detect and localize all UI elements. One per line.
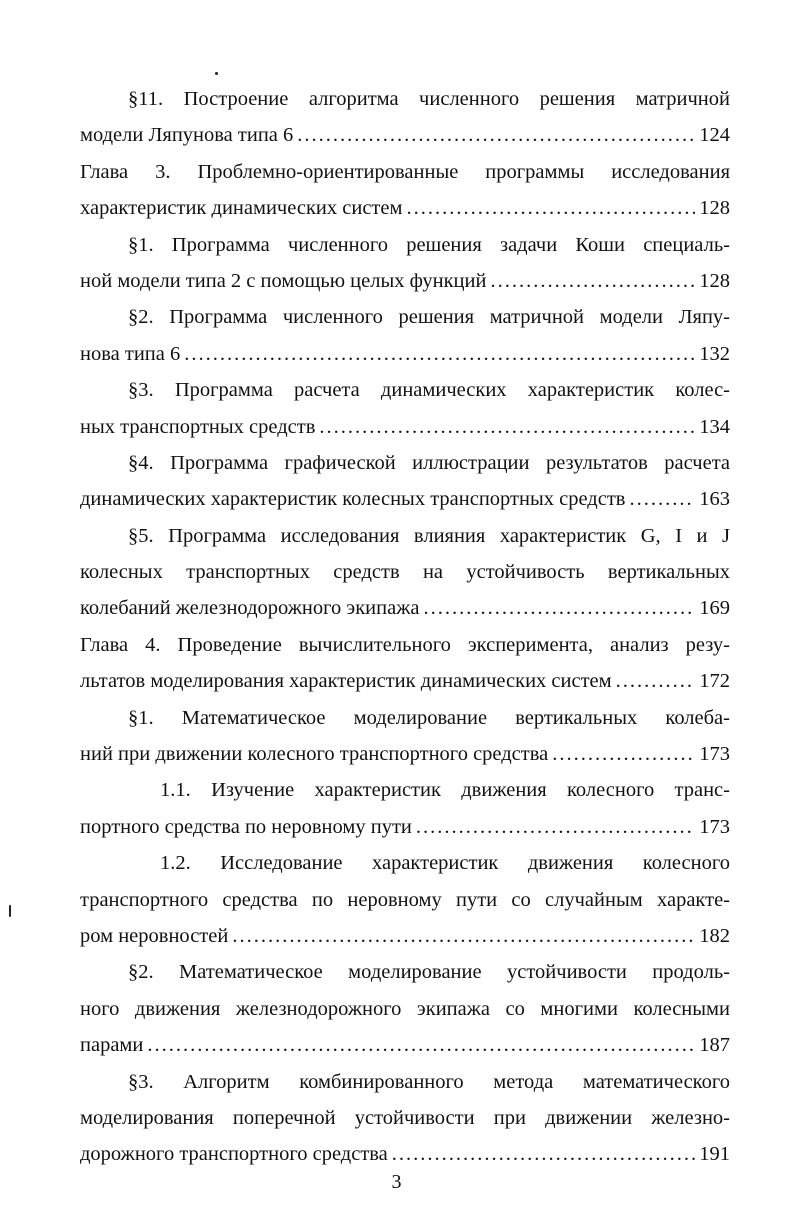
toc-page-ref: 172 — [699, 670, 730, 693]
leader-dots — [629, 481, 695, 517]
toc-entry-ch4-section-3-end: дорожного транспортного средства ..... 191 — [80, 1136, 730, 1172]
toc-entry-subsection-1-1: 1.1. Изучение характеристик движения колесного транс- — [160, 779, 730, 802]
leader-dots — [423, 590, 695, 626]
scan-speck — [215, 72, 218, 75]
toc-page-ref: 163 — [699, 488, 730, 511]
toc-page-ref: 169 — [699, 597, 730, 620]
page-number: 3 — [391, 1171, 402, 1193]
toc-entry-ch3-section-3: §3. Программа расчета динамических характеристик колес- — [128, 379, 730, 402]
leader-dots — [147, 1027, 695, 1063]
toc-entry-subsection-1-2: 1.2. Исследование характеристик движения колесного — [160, 852, 730, 875]
toc-entry-ch3-section-1: §1. Программа численного решения задачи Коши специаль- — [128, 233, 730, 256]
leader-dots — [406, 190, 695, 226]
leader-dots — [392, 1136, 695, 1172]
leader-dots — [319, 409, 695, 445]
toc-page-ref: 187 — [699, 1034, 730, 1057]
toc-entry-ch4-section-2-end: парами ..... 187 — [80, 1027, 730, 1063]
toc-entry-subsection-1-2-end: ром неровностей ..... 182 — [80, 918, 730, 954]
toc-page-ref: 132 — [699, 342, 730, 365]
leader-dots — [552, 736, 695, 772]
leader-dots — [616, 663, 696, 699]
toc-entry-chapter-3-cont: характеристик динамических систем ..... 128 — [80, 190, 730, 226]
toc-page-ref: 124 — [699, 124, 730, 147]
toc-entry-subsection-1-2-cont: транспортного средства по неровному пути со случайным характе- — [80, 888, 730, 911]
leader-dots — [184, 336, 695, 372]
toc-entry-ch4-section-1-cont: ний при движении колесного транспортного средства ..... 173 — [80, 736, 730, 772]
leader-dots — [490, 263, 695, 299]
toc-entry-ch3-section-3-cont: ных транспортных средств ..... 134 — [80, 409, 730, 445]
toc-entry-chapter-3: Глава 3. Проблемно-ориентированные программы исследования — [80, 160, 730, 183]
toc-entry-ch3-section-5-cont: колесных транспортных средств на устойчивость вертикальных — [80, 561, 730, 584]
toc-page-ref: 173 — [699, 743, 730, 766]
toc-page-ref: 134 — [699, 415, 730, 438]
toc-entry-ch3-section-5: §5. Программа исследования влияния характеристик G, I и J — [128, 524, 730, 547]
toc-entry-ch3-section-4-cont: динамических характеристик колесных транспортных средств ..... 163 — [80, 481, 730, 517]
toc-entry-section-11-cont: модели Ляпунова типа 6 ..... 124 — [80, 117, 730, 153]
toc-entry-ch4-section-2: §2. Математическое моделирование устойчивости продоль- — [128, 961, 730, 984]
toc-entry-ch4-section-3-cont: моделирования поперечной устойчивости при движении железно- — [80, 1106, 730, 1129]
toc-page-ref: 128 — [699, 197, 730, 220]
toc-page-ref: 182 — [699, 924, 730, 947]
toc-entry-ch3-section-2: §2. Программа численного решения матричной модели Ляпу- — [128, 306, 730, 329]
scan-speck — [9, 905, 11, 917]
toc-entry-subsection-1-1-cont: портного средства по неровному пути ..... 173 — [80, 809, 730, 845]
leader-dots — [416, 809, 695, 845]
toc-entry-section-11: §11. Построение алгоритма численного решения матричной — [128, 88, 730, 110]
toc-entry-chapter-4-cont: льтатов моделирования характеристик динамических систем ..... 172 — [80, 663, 730, 699]
toc-entry-ch3-section-1-cont: ной модели типа 2 с помощью целых функций ..... 128 — [80, 263, 730, 299]
toc-page-ref: 191 — [699, 1143, 730, 1166]
table-of-contents — [80, 81, 730, 1173]
toc-entry-ch3-section-5-end: колебаний железнодорожного экипажа ..... 169 — [80, 590, 730, 626]
toc-page-ref: 128 — [699, 269, 730, 292]
toc-entry-ch3-section-2-cont: нова типа 6 ..... 132 — [80, 336, 730, 372]
leader-dots — [232, 918, 695, 954]
leader-dots — [297, 117, 695, 153]
toc-entry-chapter-4: Глава 4. Проведение вычислительного эксперимента, анализ резу- — [80, 633, 730, 656]
toc-entry-ch4-section-1: §1. Математическое моделирование вертикальных колеба- — [128, 706, 730, 729]
toc-entry-ch3-section-4: §4. Программа графической иллюстрации результатов расчета — [128, 451, 730, 474]
toc-entry-ch4-section-2-cont: ного движения железнодорожного экипажа со многими колесными — [80, 997, 730, 1020]
toc-entry-ch4-section-3: §3. Алгоритм комбинированного метода математического — [128, 1070, 730, 1093]
toc-page-ref: 173 — [699, 815, 730, 838]
